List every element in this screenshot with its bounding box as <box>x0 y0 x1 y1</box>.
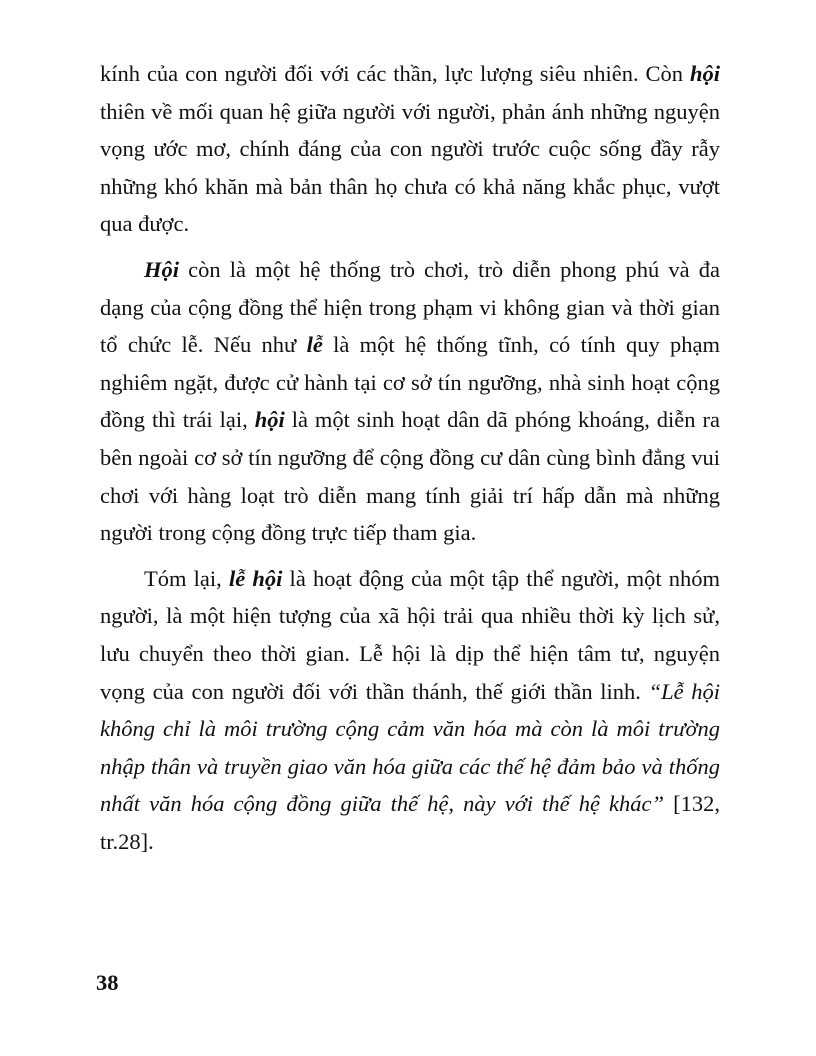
emphasis-le-hoi: lễ hội <box>228 565 283 591</box>
text-run: là một sinh hoạt dân dã phóng khoáng, diễn ra bên ngoài cơ sở tín ngưỡng để cộng đồng cư dân cùng bình đẳng vui chơi với hàng loạt trò diễn mang tính giải trí hấp dẫn mà những người trong cộng đồng trực tiếp tham gia. <box>100 407 720 546</box>
paragraph-1 <box>100 55 720 243</box>
text-run: Tóm lại, <box>144 565 229 591</box>
paragraph-3 <box>100 560 720 861</box>
text-run: kính của con người đối với các thần, lực lượng siêu nhiên. Còn <box>100 61 690 86</box>
page-number: 38 <box>96 970 119 995</box>
page-body <box>100 55 720 868</box>
text-run: thiên về mối quan hệ giữa người với người, phản ánh những nguyện vọng ước mơ, chính đáng của con người trước cuộc sống đầy rẫy những khó khăn mà bản thân họ chưa có khả năng khắc phục, vượt qua được. <box>100 98 720 237</box>
quotation: “Lễ hội không chỉ là môi trường cộng cảm văn hóa mà còn là môi trường nhập thân và truyền giao văn hóa giữa các thế hệ đảm bảo và thống nhất văn hóa cộng đồng giữa thế hệ, này với thế hệ khác” <box>100 678 721 817</box>
citation: [132, tr.28]. <box>100 791 721 854</box>
emphasis-hoi: Hội <box>144 256 180 282</box>
emphasis-hoi: hội <box>254 407 285 433</box>
text-run: còn là một hệ thống trò chơi, trò diễn phong phú và đa dạng của cộng đồng thể hiện trong phạm vi không gian và thời gian tổ chức lễ. Nếu như <box>100 256 720 358</box>
text-run: là một hệ thống tĩnh, có tính quy phạm nghiêm ngặt, được cử hành tại cơ sở tín ngưỡng, nhà sinh hoạt cộng đồng thì trái lại, <box>100 332 720 433</box>
emphasis-hoi: hội <box>689 61 720 86</box>
text-run: là hoạt động của một tập thể người, một nhóm người, là một hiện tượng của xã hội trải qua nhiều thời kỳ lịch sử, lưu chuyển theo thời gian. Lễ hội là dịp thể hiện tâm tư, nguyện vọng của con người đối với thần thánh, thế giới thần linh. <box>100 565 720 704</box>
emphasis-le: lễ <box>306 332 323 358</box>
paragraph-2 <box>100 251 720 552</box>
